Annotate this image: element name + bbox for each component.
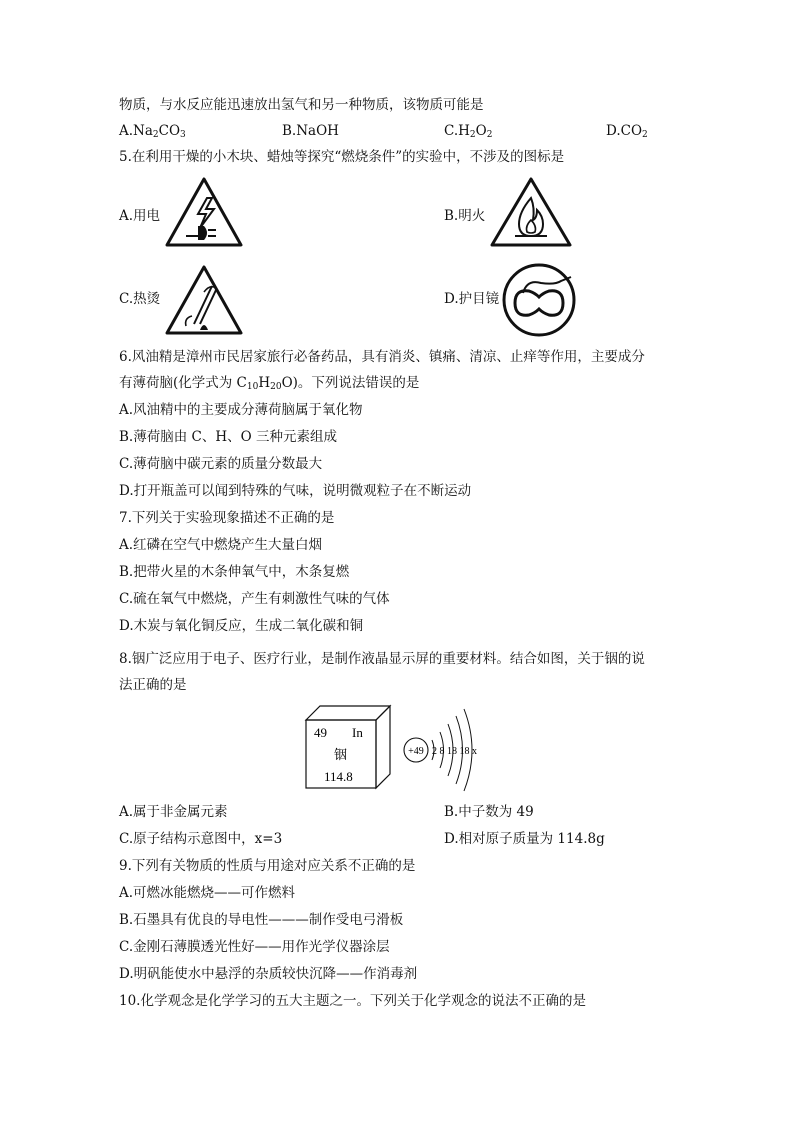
open-flame-icon (489, 176, 573, 248)
q4-option-a: $A.Na_2CO_3$ (119, 123, 186, 140)
q9-option-c: C.金刚石薄膜透光性好——用作光学仪器涂层 (119, 939, 390, 955)
q9-option-b: B.石墨具有优良的导电性———制作受电弓滑板 (119, 912, 404, 928)
q8-option-d: D.相对原子质量为 114.8g (444, 831, 605, 847)
goggles-icon (501, 263, 577, 337)
element-name: 铟 (334, 748, 348, 763)
q6-option-b: B.薄荷脑由 C、H、O 三种元素组成 (119, 429, 337, 445)
hot-surface-icon (164, 264, 244, 336)
q7-option-d: D.木炭与氧化铜反应，生成二氧化碳和铜 (119, 618, 364, 634)
q9-option-a: A.可燃冰能燃烧——可作燃料 (119, 885, 296, 901)
q7-option-b: B.把带火星的木条伸氧气中，木条复燃 (119, 564, 350, 580)
q5-stem: 5.在利用干燥的小木块、蜡烛等探究“燃烧条件”的实验中，不涉及的图标是 (119, 149, 565, 165)
element-mass: 114.8 (324, 769, 353, 784)
q4-option-b: B.NaOH (282, 123, 339, 139)
q8-option-a: A.属于非金属元素 (119, 804, 228, 820)
q6-stem-line2: 有薄荷脑(化学式为 $C_{10}H_{20}O$)。下列说法错误的是 (119, 375, 420, 392)
q4-stem-tail: 物质，与水反应能迅速放出氢气和另一种物质，该物质可能是 (119, 97, 484, 113)
q8-option-b: B.中子数为 49 (444, 804, 534, 820)
q8-stem-line2: 法正确的是 (119, 677, 187, 693)
q6-stem-line1: 6.风油精是漳州市民居家旅行必备药品，具有消炎、镇痛、清凉、止痒等作用，主要成分 (119, 349, 645, 365)
element-symbol: In (352, 725, 363, 740)
q7-option-a: A.红磷在空气中燃烧产生大量白烟 (119, 537, 323, 553)
q4-option-d: $D.CO_2$ (606, 123, 648, 140)
q5-option-b-label: B.明火 (444, 208, 486, 224)
electricity-warning-icon (164, 176, 244, 248)
q4-option-c: $C.H_2O_2$ (444, 123, 493, 140)
q5-option-d-label: D.护目镜 (444, 291, 500, 307)
electron-shells: 2 8 18 18 x (432, 746, 477, 757)
q5-option-a-label: A.用电 (119, 208, 161, 224)
q8-stem-line1: 8.铟广泛应用于电子、医疗行业，是制作液晶显示屏的重要材料。结合如图，关于铟的说 (119, 651, 645, 667)
element-number: 49 (314, 725, 327, 740)
q6-option-d: D.打开瓶盖可以闻到特殊的气味，说明微观粒子在不断运动 (119, 483, 472, 499)
q9-stem: 9.下列有关物质的性质与用途对应关系不正确的是 (119, 858, 416, 874)
q9-option-d: D.明矾能使水中悬浮的杂质较快沉降——作消毒剂 (119, 966, 418, 982)
element-tile (302, 702, 394, 790)
q5-option-c-label: C.热烫 (119, 291, 161, 307)
q6-option-a: A.风油精中的主要成分薄荷脑属于氧化物 (119, 402, 363, 418)
nucleus-charge: +49 (408, 746, 424, 757)
q7-stem: 7.下列关于实验现象描述不正确的是 (119, 510, 335, 526)
atomic-structure-diagram (400, 706, 500, 792)
q6-option-c: C.薄荷脑中碳元素的质量分数最大 (119, 456, 323, 472)
q10-stem: 10.化学观念是化学学习的五大主题之一。下列关于化学观念的说法不正确的是 (119, 993, 586, 1009)
q7-option-c: C.硫在氧气中燃烧，产生有刺激性气味的气体 (119, 591, 390, 607)
q8-option-c: C.原子结构示意图中，x=3 (119, 831, 283, 847)
